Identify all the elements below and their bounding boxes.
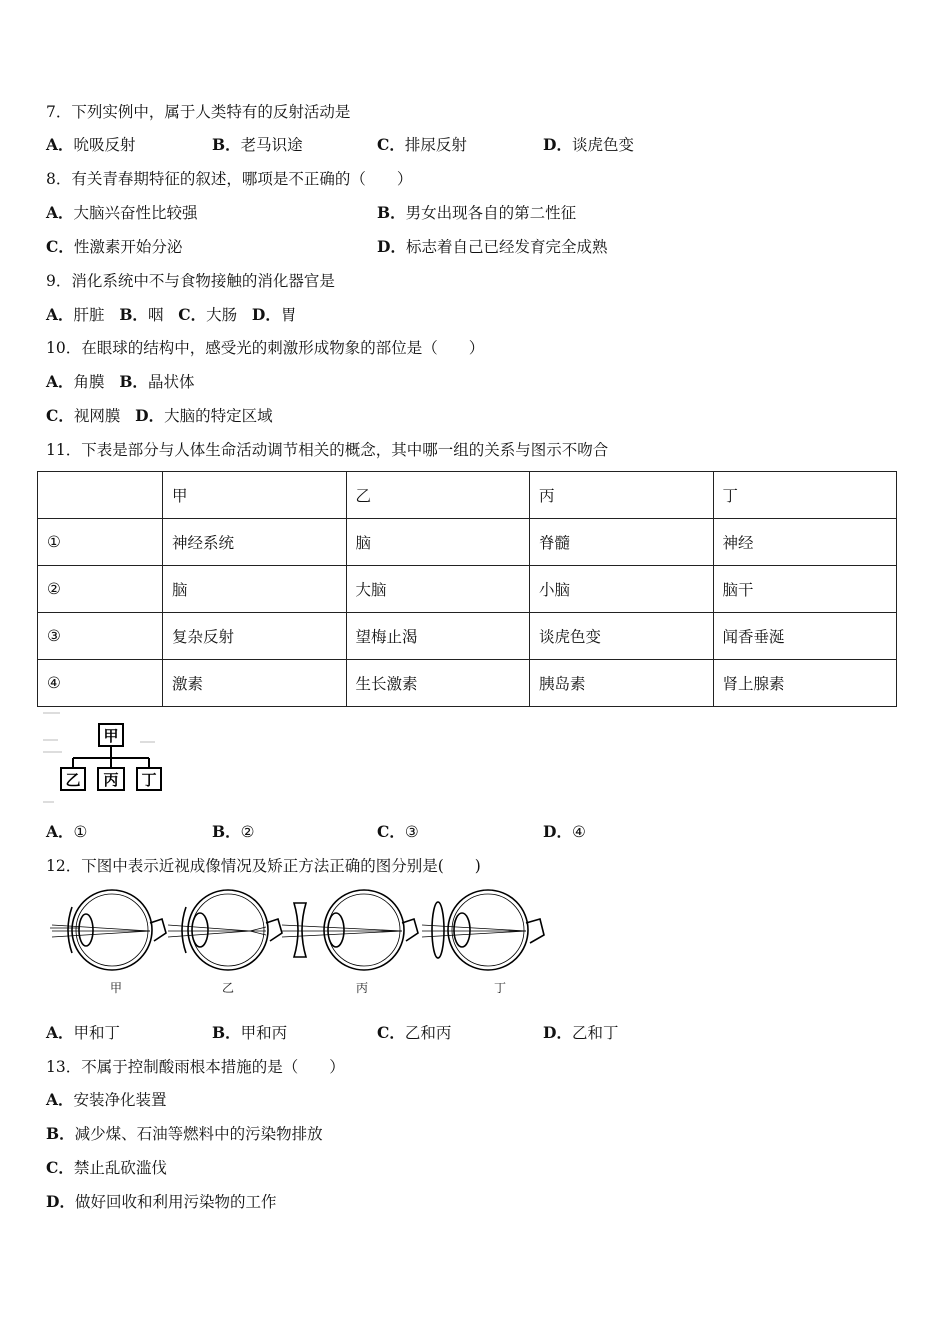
eye-diagram-1 [50,890,166,970]
tree-label-child-1: 乙 [65,771,81,789]
table-cell: 闻香垂涎 [713,613,897,660]
table-cell: 激素 [163,660,347,707]
q8-option-d: D．标志着自己已经发育完全成熟 [377,237,608,256]
q7-option-b: B．老马识途 [212,135,303,154]
q8-stem: 8．有关青春期特征的叙述，哪项是不正确的（ ） [46,170,413,188]
q12-option-d: D．乙和丁 [543,1023,619,1042]
q12-stem: 12．下图中表示近视成像情况及矫正方法正确的图分别是( ) [46,857,481,875]
eye-diagram-4 [422,890,544,970]
table-row [38,613,897,660]
q12-option-b: B．甲和丙 [212,1023,288,1042]
table-cell: 胰岛素 [530,660,714,707]
concept-table [37,471,897,707]
q8-option-a: A．大脑兴奋性比较强 [46,203,198,222]
q11-option-c: C．③ [377,822,419,841]
table-cell: 复杂反射 [163,613,347,660]
q8-option-c: C．性激素开始分泌 [46,237,183,256]
eye-label-3: 丙 [355,981,369,995]
table-cell: 脑干 [713,566,897,613]
table-cell: 望梅止渴 [346,613,530,660]
table-cell: 神经 [713,519,897,566]
q10-stem: 10．在眼球的结构中，感受光的刺激形成物象的部位是（ ） [46,339,485,357]
table-cell: 丁 [713,472,897,519]
q10-options-cd: C．视网膜 D．大脑的特定区域 [46,406,273,425]
table-cell [38,472,163,519]
q13-option-b: B．减少煤、石油等燃料中的污染物排放 [46,1124,323,1143]
eye-diagram-3 [282,890,418,970]
table-cell: ③ [38,613,163,660]
table-cell: ② [38,566,163,613]
table-cell: 肾上腺素 [713,660,897,707]
table-header-row [38,472,897,519]
q9-stem: 9．消化系统中不与食物接触的消化器官是 [46,272,335,290]
q12-option-c: C．乙和丙 [377,1023,452,1042]
q7-option-d: D．谈虎色变 [543,135,634,154]
eye-imaging-figure [50,885,560,1000]
q13-option-a: A．安装净化装置 [46,1090,167,1109]
q8-option-b: B．男女出现各自的第二性征 [377,203,577,222]
table-row [38,660,897,707]
table-cell: 脑 [163,566,347,613]
table-cell: 脊髓 [530,519,714,566]
table-cell: ④ [38,660,163,707]
q7-option-a: A．吮吸反射 [46,135,136,154]
table-cell: 生长激素 [346,660,530,707]
q12-option-a: A．甲和丁 [46,1023,121,1042]
table-row [38,566,897,613]
q13-stem: 13．不属于控制酸雨根本措施的是（ ） [46,1058,345,1076]
q11-option-d: D．④ [543,822,586,841]
q11-stem: 11．下表是部分与人体生命活动调节相关的概念，其中哪一组的关系与图示不吻合 [46,441,609,459]
eye-label-4: 丁 [493,981,507,995]
table-cell: 谈虎色变 [530,613,714,660]
table-cell: 乙 [346,472,530,519]
tree-label-top: 甲 [103,727,119,745]
concept-tree-diagram [40,710,170,810]
q11-option-b: B．② [212,822,255,841]
eye-diagram-2 [168,890,282,970]
table-cell: ① [38,519,163,566]
q13-option-d: D．做好回收和利用污染物的工作 [46,1192,277,1211]
table-cell: 脑 [346,519,530,566]
q7-stem: 7．下列实例中，属于人类特有的反射活动是 [46,103,351,121]
table-cell: 小脑 [530,566,714,613]
q9-options: A．肝脏 B．咽 C．大肠 D．胃 [46,305,297,324]
table-cell: 神经系统 [163,519,347,566]
table-cell: 大脑 [346,566,530,613]
table-cell: 丙 [530,472,714,519]
q13-option-c: C．禁止乱砍滥伐 [46,1158,167,1177]
q11-option-a: A．① [46,822,88,841]
q7-option-c: C．排尿反射 [377,135,467,154]
tree-label-child-3: 丁 [141,771,157,789]
table-row [38,519,897,566]
tree-label-child-2: 丙 [103,771,119,789]
eye-label-2: 乙 [221,981,235,995]
table-cell: 甲 [163,472,347,519]
q10-options-ab: A．角膜 B．晶状体 [46,372,195,391]
eye-label-1: 甲 [109,981,123,995]
